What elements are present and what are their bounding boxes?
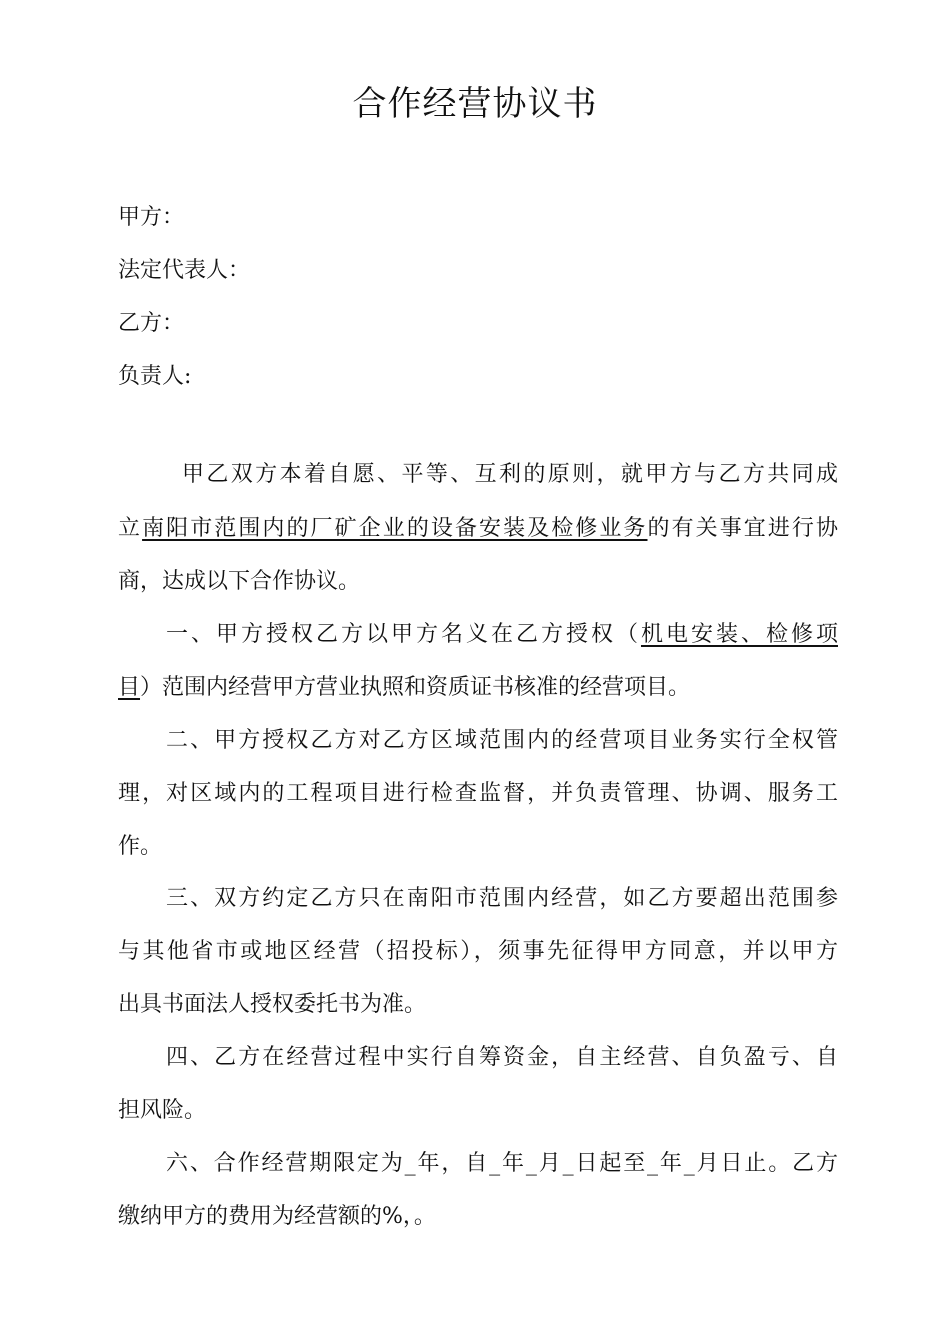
clause-4-line-2: 担风险。 <box>118 1098 207 1123</box>
clause-4-line-1: 四、乙方在经营过程中实行自筹资金，自主经营、自负盈亏、自 <box>166 1045 838 1070</box>
document-title: 合作经营协议书 <box>352 84 598 124</box>
clause-1-line-2 <box>118 673 690 703</box>
clause-6-line-2: 缴纳甲方的费用为经营额的%，。 <box>118 1204 436 1229</box>
clause-2-line-2: 理，对区域内的工程项目进行检查监督，并负责管理、协调、服务工 <box>118 781 838 806</box>
party-b-label: 乙方： <box>118 311 185 336</box>
legal-representative-label: 法定代表人： <box>118 258 251 283</box>
intro-line-1: 甲乙双方本着自愿、平等、互利的原则，就甲方与乙方共同成 <box>182 462 838 487</box>
party-a-label: 甲方： <box>118 205 185 230</box>
clause-3-line-3: 出具书面法人授权委托书为准。 <box>118 992 427 1017</box>
clause-3-line-1: 三、双方约定乙方只在南阳市范围内经营，如乙方要超出范围参 <box>166 886 838 911</box>
intro-line-2 <box>118 514 838 544</box>
intro-line-2-end: 的有关事宜进行协 <box>647 516 838 541</box>
business-scope-underlined: 南阳市范围内的厂矿企业的设备安装及检修业务 <box>142 516 648 541</box>
clause-2-line-1: 二、甲方授权乙方对乙方区域范围内的经营项目业务实行全权管 <box>166 728 838 753</box>
intro-line-2-start: 立 <box>118 516 143 541</box>
authorized-items-underlined: 机电安装、检修项 <box>640 622 838 647</box>
clause-2-line-3: 作。 <box>118 834 163 859</box>
clause-3-line-2: 与其他省市或地区经营（招投标），须事先征得甲方同意，并以甲方 <box>118 939 838 964</box>
authorized-items-underlined-end: 目 <box>118 675 141 700</box>
clause-6-line-1: 六、合作经营期限定为_年，自_年_月_日起至_年_月日止。乙方 <box>166 1151 838 1176</box>
clause-1-line-2-end: ）范围内经营甲方营业执照和资质证书核准的经营项目。 <box>140 675 691 700</box>
clause-1-line-1-start: 一、甲方授权乙方以甲方名义在乙方授权（ <box>166 622 641 647</box>
responsible-person-label: 负责人: <box>118 364 192 389</box>
intro-line-3: 商，达成以下合作协议。 <box>118 569 361 594</box>
clause-1-line-1 <box>118 620 838 650</box>
